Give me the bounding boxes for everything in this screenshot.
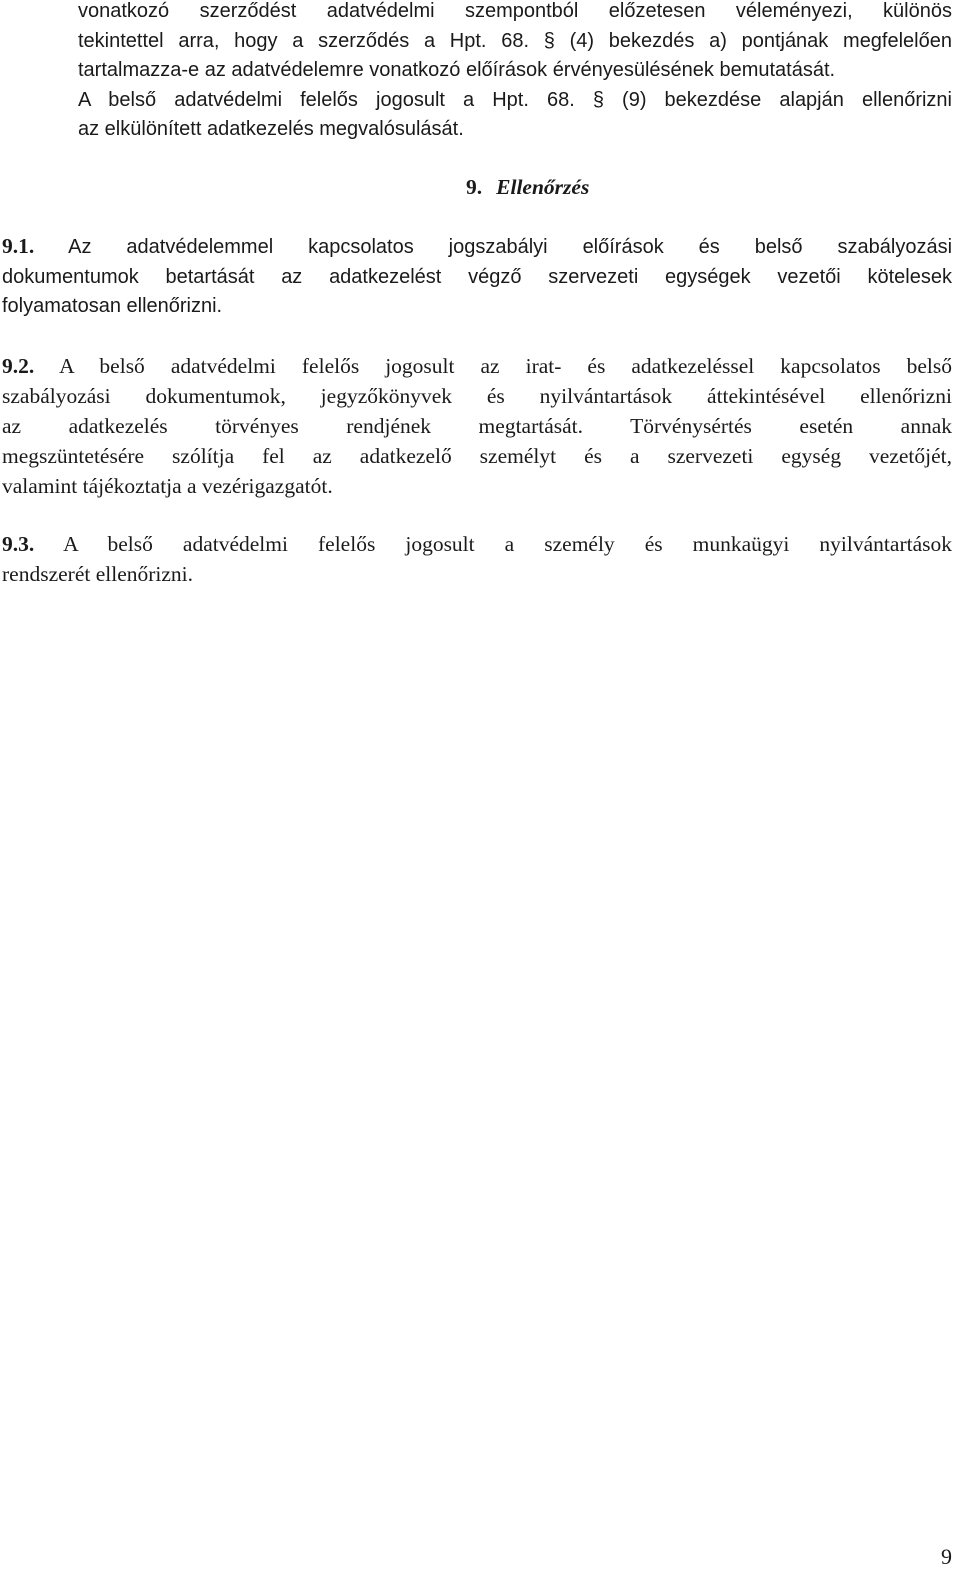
intro-line: A belső adatvédelmi felelős jogosult a Hpt. 68. § (9) bekezdése alapján ellenőrizni — [78, 88, 952, 111]
paragraph-9-2 — [2, 351, 952, 501]
intro-line: tekintettel arra, hogy a szerződés a Hpt. 68. § (4) bekezdés a) pontjának megfelelően — [78, 29, 952, 52]
paragraph-line: valamint tájékoztatja a vezérigazgatót. — [2, 474, 333, 498]
intro-line: az elkülönített adatkezelés megvalósulását. — [78, 118, 464, 140]
paragraph-line — [2, 232, 952, 263]
section-heading — [466, 172, 589, 202]
intro-line: tartalmazza-e az adatvédelemre vonatkozó előírások érvényesülésének bemutatását. — [78, 59, 836, 81]
paragraph-text: A belső adatvédelmi felelős jogosult az irat- és adatkezeléssel kapcsolatos belső — [59, 354, 952, 378]
paragraph-line: megszüntetésére szólítja fel az adatkezelő személyt és a szervezeti egység vezetőjét, — [2, 444, 952, 468]
paragraph-line — [2, 351, 952, 381]
section-number: 9. — [466, 175, 483, 199]
paragraph-line: rendszerét ellenőrizni. — [2, 562, 194, 586]
paragraph-text: Az adatvédelemmel kapcsolatos jogszabályi előírások és belső szabályozási — [68, 236, 953, 258]
intro-paragraph — [78, 0, 952, 145]
intro-line: vonatkozó szerződést adatvédelmi szempontból előzetesen véleményezi, különös — [78, 0, 952, 22]
paragraph-9-1 — [2, 232, 952, 322]
section-title: Ellenőrzés — [496, 175, 590, 199]
paragraph-number: 9.3. — [2, 532, 35, 556]
paragraph-number: 9.2. — [2, 354, 35, 378]
paragraph-line: dokumentumok betartását az adatkezelést végző szervezeti egységek vezetői kötelesek — [2, 265, 952, 288]
paragraph-line: szabályozási dokumentumok, jegyzőkönyvek és nyilvántartások áttekintésével ellenőrizni — [2, 384, 952, 408]
paragraph-9-3 — [2, 529, 952, 589]
page-number: 9 — [941, 1544, 952, 1569]
paragraph-line — [2, 529, 952, 559]
paragraph-line: folyamatosan ellenőrizni. — [2, 295, 223, 317]
paragraph-line: az adatkezelés törvényes rendjének megtartását. Törvénysértés esetén annak — [2, 414, 952, 438]
paragraph-number: 9.1. — [2, 234, 35, 258]
paragraph-text: A belső adatvédelmi felelős jogosult a személy és munkaügyi nyilvántartások — [63, 532, 952, 556]
